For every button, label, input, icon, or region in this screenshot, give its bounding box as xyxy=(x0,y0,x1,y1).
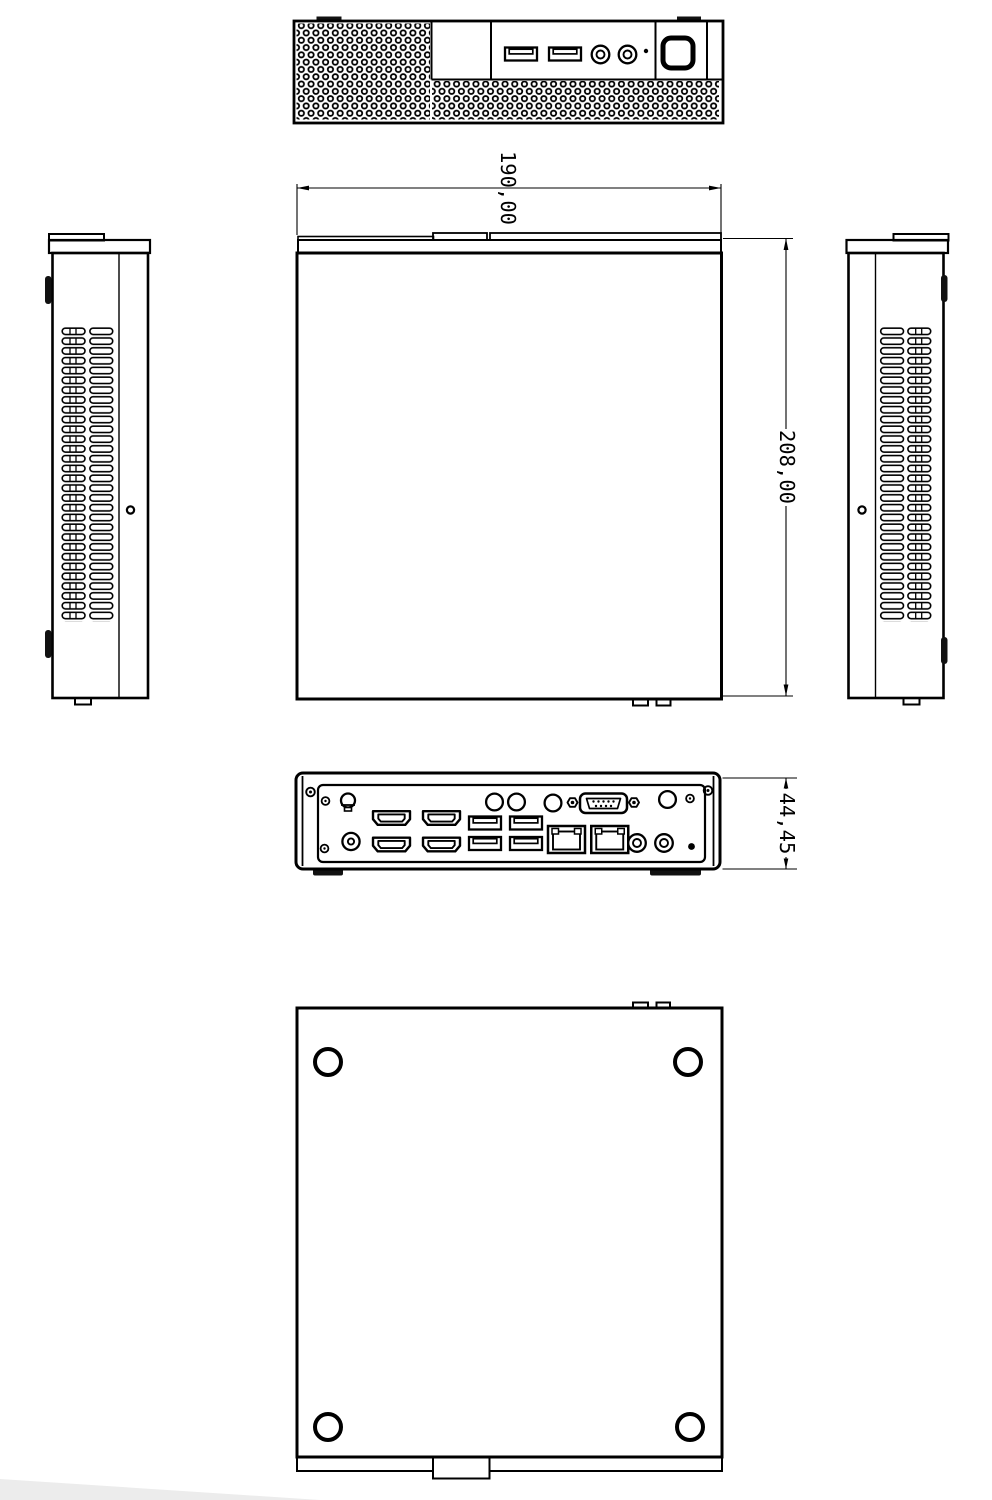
mount-hole-top-right xyxy=(675,1049,701,1075)
left-edge-bump-top xyxy=(45,276,52,304)
power-button xyxy=(663,38,693,68)
db9-standoff-right xyxy=(629,798,639,807)
front-usb-port-1 xyxy=(505,48,537,61)
power-led xyxy=(644,49,648,53)
front-usb-port-2 xyxy=(549,48,581,61)
ethernet-port-1 xyxy=(548,826,585,853)
rear-usb-port-1 xyxy=(469,817,501,830)
hdmi-port-3 xyxy=(373,838,410,852)
rear-audio-jack-1 xyxy=(628,834,646,852)
bottom-front-strip xyxy=(297,1457,722,1471)
bottom-view xyxy=(297,1003,722,1479)
mount-hole-bottom-right xyxy=(677,1414,703,1440)
ethernet-port-2 xyxy=(591,826,628,853)
panel-screw-top-right xyxy=(686,795,694,803)
rear-usb-port-3 xyxy=(469,837,501,850)
antenna-hole-2 xyxy=(508,794,525,811)
arrow-up xyxy=(784,778,789,789)
hdmi-port-1 xyxy=(373,811,410,825)
dimension-width-label: 190,00 xyxy=(496,150,520,226)
panel-screw-top-left xyxy=(322,797,330,805)
rear-audio-jack-2 xyxy=(655,834,673,852)
right-thumbscrew xyxy=(858,506,865,513)
left-vent-column-1 xyxy=(61,327,87,622)
right-side-view xyxy=(847,234,949,705)
front-audio-jack-1 xyxy=(592,46,610,64)
top-cover-outline xyxy=(297,253,722,699)
panel-screw-bottom-left xyxy=(321,845,329,853)
antenna-hole-1 xyxy=(486,794,503,811)
right-edge-bump-top xyxy=(941,275,948,302)
left-vent-column-2 xyxy=(89,327,115,622)
security-lock-slot xyxy=(341,794,355,812)
antenna-hole-3 xyxy=(545,795,562,812)
hdmi-port-4 xyxy=(423,838,460,852)
right-vent-column-2 xyxy=(907,327,933,622)
top-rear-edge-band xyxy=(298,240,721,253)
left-edge-bump-bottom xyxy=(45,630,52,658)
dimension-height-label: 208,00 xyxy=(775,429,799,505)
bottom-plate-outline xyxy=(297,1008,722,1457)
arrow-up xyxy=(784,239,789,251)
arrow-right xyxy=(709,186,721,191)
rear-usb-port-4 xyxy=(510,837,542,850)
dc-power-jack xyxy=(342,833,359,850)
front-vent-grille xyxy=(297,24,431,120)
dimension-depth xyxy=(723,778,800,869)
db9-standoff-left xyxy=(568,798,578,807)
dimension-depth-label: 44,45 xyxy=(775,792,799,855)
top-view xyxy=(297,233,722,706)
rear-usb-port-2 xyxy=(510,817,542,830)
mount-hole-top-left xyxy=(315,1049,341,1075)
arrow-left xyxy=(297,186,309,191)
rear-frame-screw-left xyxy=(306,788,315,797)
hdmi-port-2 xyxy=(423,811,460,825)
right-vent-column-1 xyxy=(880,327,906,622)
mount-hole-bottom-left xyxy=(315,1414,341,1440)
front-audio-jack-2 xyxy=(619,46,637,64)
left-side-view xyxy=(45,234,150,705)
dimension-height xyxy=(723,239,799,697)
panel-screw-bottom-right xyxy=(688,843,695,850)
arrow-down xyxy=(784,859,789,870)
arrow-down xyxy=(784,685,789,697)
front-bottom-vent-strip xyxy=(432,81,719,120)
right-edge-bump-bottom xyxy=(941,637,948,664)
dimension-width xyxy=(297,151,721,235)
front-view xyxy=(294,17,723,124)
serial-db9-port xyxy=(568,794,640,814)
antenna-hole-4 xyxy=(659,791,676,808)
left-thumbscrew xyxy=(127,506,134,513)
rear-frame-outline xyxy=(296,773,720,869)
page-corner-watermark xyxy=(0,1479,320,1500)
rear-view xyxy=(296,773,720,876)
